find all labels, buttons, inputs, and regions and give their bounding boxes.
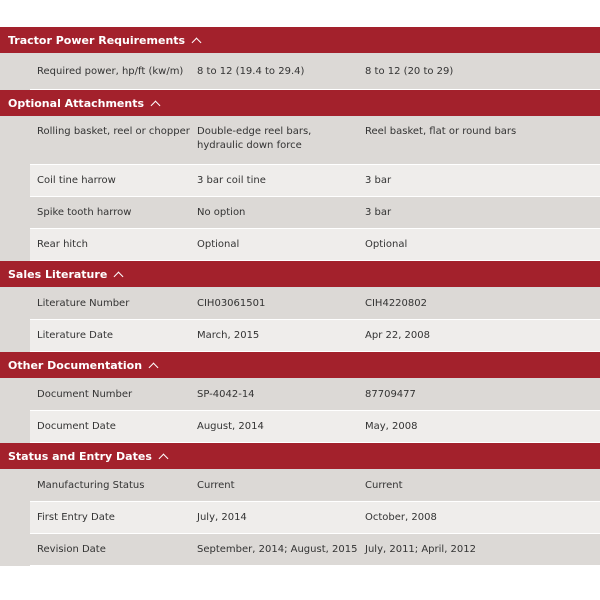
value-model-b: July, 2011; April, 2012 (365, 543, 477, 555)
chevron-up-icon (158, 453, 168, 463)
value-model-b: Reel basket, flat or round bars (365, 126, 517, 137)
table-row (0, 54, 600, 90)
value-model-b: 3 bar (365, 174, 392, 186)
chevron-up-icon (151, 100, 161, 110)
section-title: Other Documentation (8, 358, 143, 372)
section-header-tractor-power[interactable] (0, 27, 600, 54)
table-row (0, 502, 600, 534)
row-label: First Entry Date (37, 511, 115, 523)
value-model-b: May, 2008 (365, 420, 418, 432)
value-model-a: 3 bar coil tine (197, 174, 266, 186)
row-label: Document Date (37, 420, 116, 432)
chevron-up-icon (192, 37, 202, 47)
value-model-b: Current (365, 479, 403, 491)
value-model-a: SP-4042-14 (197, 388, 255, 400)
row-label: Rolling basket, reel or chopper (37, 126, 190, 137)
section-header-other-documentation[interactable] (0, 352, 600, 379)
value-model-b: Apr 22, 2008 (365, 329, 431, 341)
row-label: Coil tine harrow (37, 174, 116, 186)
value-model-b: 3 bar (365, 206, 392, 218)
table-row (0, 229, 600, 261)
row-label: Literature Date (37, 329, 114, 341)
table-row (0, 320, 600, 352)
value-model-a: 8 to 12 (19.4 to 29.4) (197, 65, 305, 77)
value-model-b: Optional (365, 238, 408, 250)
row-label: Literature Number (37, 297, 130, 309)
section-title: Optional Attachments (8, 96, 145, 110)
value-model-a: July, 2014 (197, 511, 247, 523)
section-title: Status and Entry Dates (8, 449, 152, 463)
row-label: Required power, hp/ft (kw/m) (37, 65, 184, 77)
value-model-a: Double-edge reel bars, hydraulic down force (197, 126, 312, 151)
table-row (0, 470, 600, 502)
value-model-a: Optional (197, 238, 240, 250)
section-header-optional-attachments[interactable] (0, 90, 600, 117)
value-model-a: August, 2014 (197, 420, 264, 432)
row-label: Revision Date (37, 543, 106, 555)
value-model-b: October, 2008 (365, 511, 437, 523)
table-row (0, 411, 600, 443)
chevron-up-icon (149, 362, 159, 372)
value-model-b: 8 to 12 (20 to 29) (365, 65, 454, 77)
value-model-a: No option (197, 206, 246, 218)
value-model-a: March, 2015 (197, 329, 260, 341)
chevron-up-icon (114, 271, 124, 281)
row-label: Spike tooth harrow (37, 206, 132, 218)
spec-comparison-table (0, 27, 600, 566)
value-model-b: CIH4220802 (365, 297, 427, 309)
section-header-status-entry-dates[interactable] (0, 443, 600, 470)
table-row (0, 288, 600, 320)
row-label: Manufacturing Status (37, 479, 145, 491)
table-row (0, 197, 600, 229)
section-header-sales-literature[interactable] (0, 261, 600, 288)
value-model-a: CIH03061501 (197, 297, 266, 309)
value-model-a: Current (197, 479, 235, 491)
row-label: Rear hitch (37, 238, 88, 250)
table-row (0, 534, 600, 566)
value-model-a: September, 2014; August, 2015 (197, 543, 358, 555)
table-row (0, 165, 600, 197)
value-model-b: 87709477 (365, 388, 416, 400)
table-row (0, 117, 600, 165)
section-title: Sales Literature (8, 267, 108, 281)
section-title: Tractor Power Requirements (8, 33, 186, 47)
table-row (0, 379, 600, 411)
row-label: Document Number (37, 388, 133, 400)
